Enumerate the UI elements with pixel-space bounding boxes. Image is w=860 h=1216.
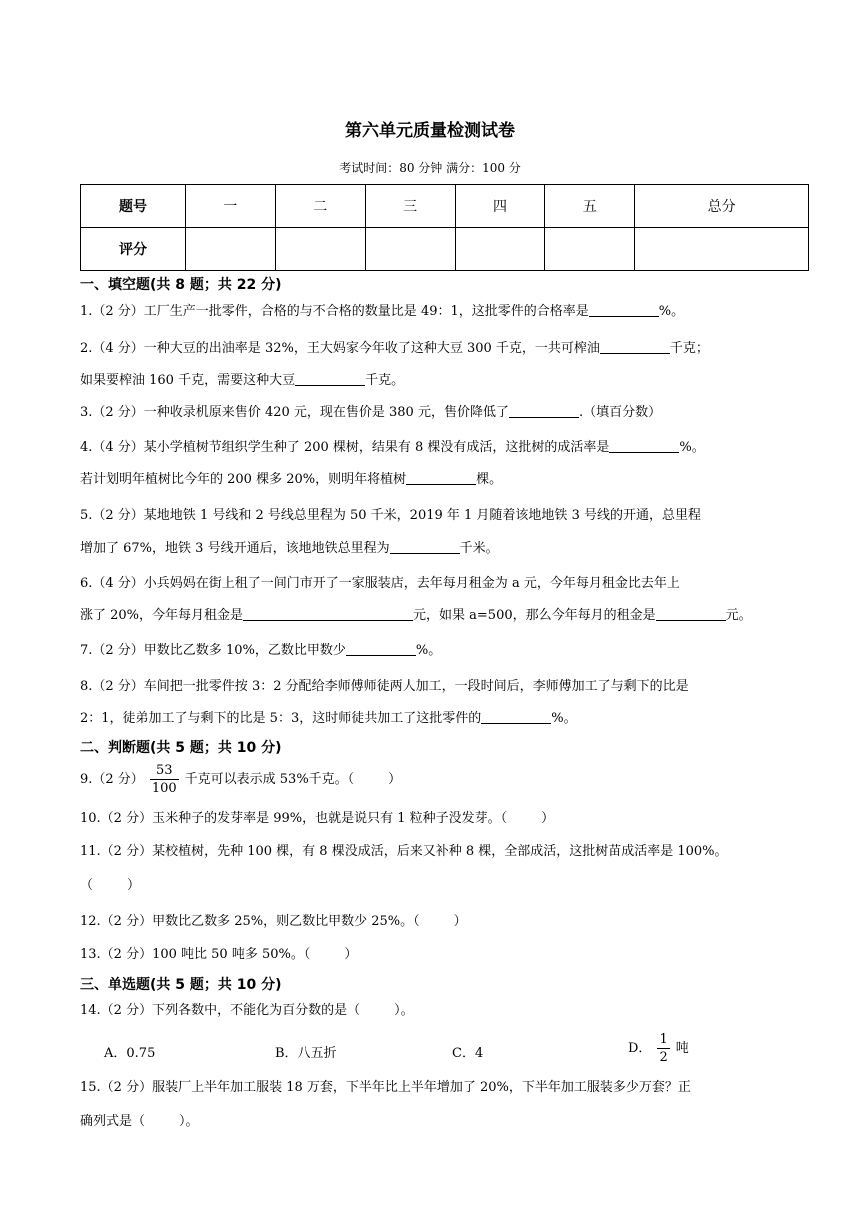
score-cell-label: 题号: [81, 185, 186, 228]
score-table: [80, 184, 809, 271]
question-2: 2.（4 分）一种大豆的出油率是 32%，王大妈家今年收了这种大豆 300 千克，一共可榨油 千克；: [80, 341, 709, 356]
answer-blank[interactable]: [295, 371, 365, 386]
question-11-line2: （ ）: [80, 878, 141, 893]
question-7: 7.（2 分）甲数比乙数多 10%，乙数比甲数少 %。: [80, 643, 442, 658]
question-8: 8.（2 分）车间把一批零件按 3：2 分配给李师傅师徒两人加工，一段时间后，李师傅加工了与剩下的比是: [80, 679, 689, 694]
option-a[interactable]: A．0.75: [104, 1046, 156, 1061]
score-table-header-row: [81, 185, 809, 228]
answer-blank[interactable]: [589, 302, 659, 317]
option-b[interactable]: B．八五折: [275, 1046, 337, 1061]
answer-blank[interactable]: [609, 438, 679, 453]
question-2-line2: 如果要榨油 160 千克，需要这种大豆 千克。: [80, 373, 405, 388]
question-9: 9.（2 分） $\frac{53}{100}$ 千克可以表示成 53%千克。（ ）: [80, 763, 402, 796]
score-cell-5: 五: [545, 185, 635, 228]
score-cell-3: 三: [365, 185, 455, 228]
score-entry-2[interactable]: [275, 228, 365, 271]
option-d[interactable]: D． $\frac{1}{2}$ 吨: [628, 1032, 689, 1065]
score-entry-3[interactable]: [365, 228, 455, 271]
answer-blank[interactable]: [406, 470, 476, 485]
score-entry-1[interactable]: [186, 228, 276, 271]
fraction-53-100: $\frac{53}{100}$: [151, 763, 177, 796]
section-true-false: 二、判断题(共 5 题；共 10 分): [80, 740, 282, 756]
fraction-1-2: $\frac{1}{2}$: [659, 1032, 668, 1065]
score-cell-total: 总分: [635, 185, 809, 228]
score-cell-1: 一: [186, 185, 276, 228]
section-multiple-choice: 三、单选题(共 5 题；共 10 分): [80, 977, 282, 993]
answer-blank[interactable]: [390, 539, 460, 554]
question-10: 10.（2 分）玉米种子的发芽率是 99%，也就是说只有 1 粒种子没发芽。（ ）: [80, 811, 555, 826]
score-cell-2: 二: [275, 185, 365, 228]
score-row-label: 评分: [81, 228, 186, 271]
score-entry-5[interactable]: [545, 228, 635, 271]
score-entry-total[interactable]: [635, 228, 809, 271]
option-c[interactable]: C．4: [452, 1046, 484, 1061]
answer-blank[interactable]: [243, 606, 413, 621]
question-11: 11.（2 分）某校植树，先种 100 棵，有 8 棵没成活，后来又补种 8 棵，全部成活，这批树苗成活率是 100%。: [80, 844, 728, 859]
page-title: 第六单元质量检测试卷: [345, 121, 515, 141]
exam-info: 考试时间：80 分钟 满分：100 分: [339, 161, 521, 175]
question-15-line2: 确列式是（ ）。: [80, 1114, 199, 1129]
score-cell-4: 四: [455, 185, 545, 228]
answer-blank[interactable]: [600, 339, 670, 354]
question-15: 15.（2 分）服装厂上半年加工服装 18 万套，下半年比上半年增加了 20%，下半年加工服装多少万套？正: [80, 1080, 691, 1095]
question-6-line2: 涨了 20%，今年每月租金是 元，如果 a=500，那么今年每月的租金是 元。: [80, 608, 752, 623]
question-8-line2: 2：1，徒弟加工了与剩下的比是 5：3，这时师徒共加工了这批零件的 %。: [80, 711, 577, 726]
section-fill-in: 一、填空题(共 8 题；共 22 分): [80, 277, 282, 293]
question-12: 12.（2 分）甲数比乙数多 25%，则乙数比甲数少 25%。（ ）: [80, 914, 467, 929]
score-entry-4[interactable]: [455, 228, 545, 271]
score-table-score-row: [81, 228, 809, 271]
answer-blank[interactable]: [656, 606, 726, 621]
question-4: 4.（4 分）某小学植树节组织学生种了 200 棵树，结果有 8 棵没有成活，这批树的成活率是 %。: [80, 440, 705, 455]
question-5: 5.（2 分）某地地铁 1 号线和 2 号线总里程为 50 千米，2019 年 1 月随着该地地铁 3 号线的开通，总里程: [80, 508, 701, 523]
question-6: 6.（4 分）小兵妈妈在街上租了一间门市开了一家服装店，去年每月租金为 a 元，今年每月租金比去年上: [80, 576, 680, 591]
question-4-line2: 若计划明年植树比今年的 200 棵多 20%，则明年将植树 棵。: [80, 472, 503, 487]
question-1: 1.（2 分）工厂生产一批零件，合格的与不合格的数量比是 49：1，这批零件的合格率是 %。: [80, 304, 685, 319]
question-13: 13.（2 分）100 吨比 50 吨多 50%。（ ）: [80, 947, 358, 962]
answer-blank[interactable]: [509, 403, 579, 418]
question-14: 14.（2 分）下列各数中，不能化为百分数的是（ ）。: [80, 1003, 414, 1018]
question-3: 3.（2 分）一种收录机原来售价 420 元，现在售价是 380 元，售价降低了 .（填百分数）: [80, 405, 662, 420]
answer-blank[interactable]: [346, 641, 416, 656]
question-5-line2: 增加了 67%，地铁 3 号线开通后，该地地铁总里程为 千米。: [80, 541, 499, 556]
answer-blank[interactable]: [481, 709, 551, 724]
